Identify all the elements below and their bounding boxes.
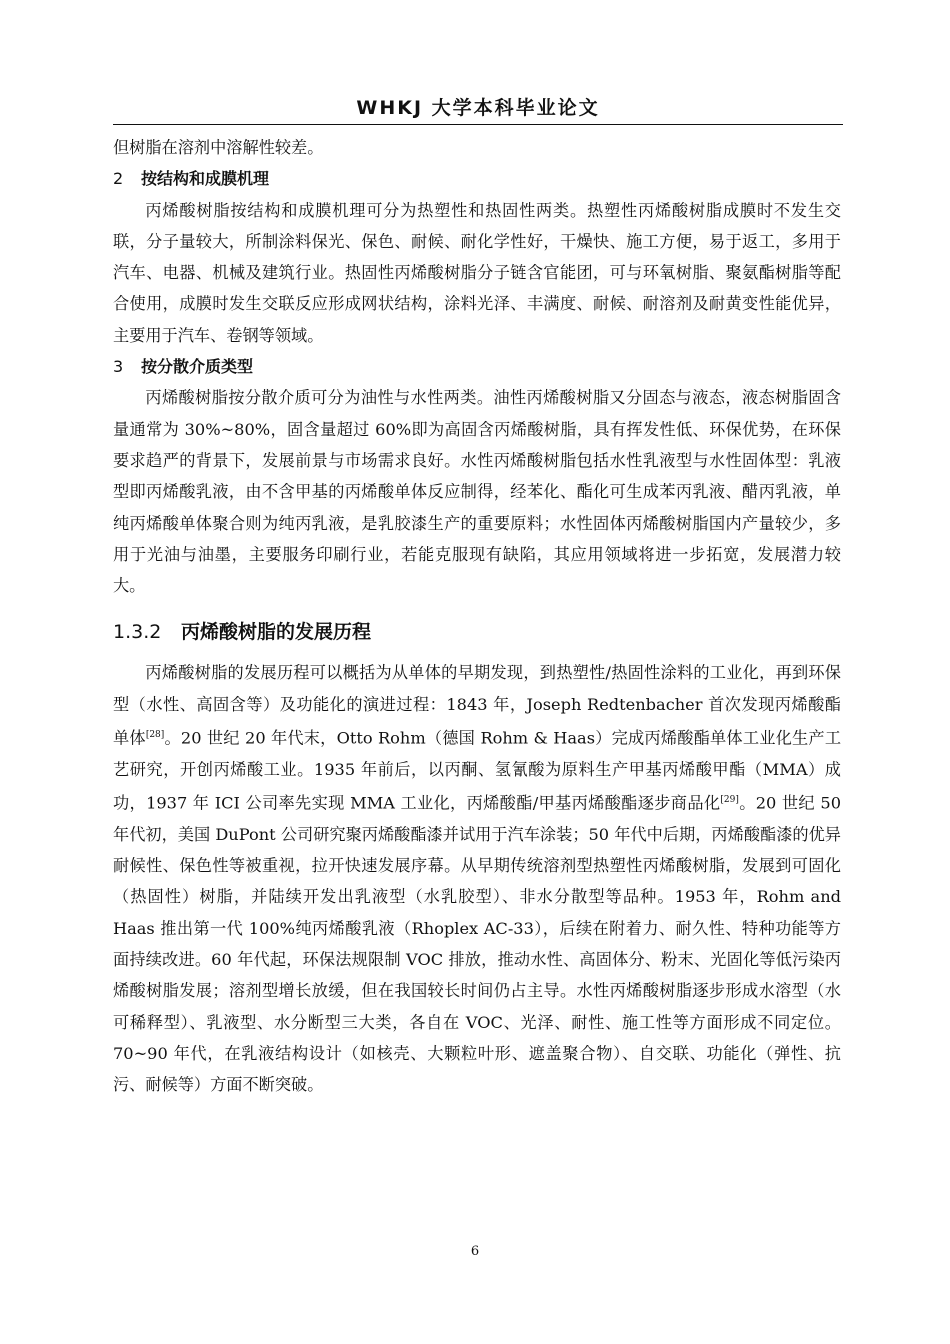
citation-29: [29]	[720, 795, 739, 806]
citation-28: [28]	[145, 730, 165, 741]
subheading-medium	[113, 351, 841, 382]
subheading-number: 2	[113, 169, 124, 189]
section-number: 1.3.2	[113, 621, 162, 644]
subheading-title: 按分散介质类型	[141, 357, 254, 377]
section-heading	[113, 617, 841, 647]
history-text-part-3: 。20 世纪 50 年代初，美国 DuPont 公司研究聚丙烯酸酯漆并试用于汽车涂装；50 年代中后期，丙烯酸酯漆的优异耐候性、保色性等被重视，拉开快速发展序幕。从早期传统溶剂型热塑性丙烯酸树脂，发展到可固化（热固性）树脂，并陆续开发出乳液型（水乳胶型）、非水分散型等品种。1953 年，Rohm and Haas 推出第一代 100%纯丙烯酸乳液（Rhoplex AC-33），后续在附着力、耐久性、特种功能等方面持续改进。60 年代起，环保法规限制 VOC 排放，推动水性、高固体分、粉末、光固化等低污染丙烯酸树脂发展；溶剂型增长放缓，但在我国较长时间仍占主导。水性丙烯酸树脂逐步形成水溶型（水可稀释型）、乳液型、水分断型三大类，各自在 VOC、光泽、耐性、施工性等方面形成不同定位。70~90 年代，在乳液结构设计（如核壳、大颗粒叶形、遮盖聚合物）、自交联、功能化（弹性、抗污、耐候等）方面不断突破。	[113, 793, 841, 1095]
paragraph-structure: 丙烯酸树脂按结构和成膜机理可分为热塑性和热固性两类。热塑性丙烯酸树脂成膜时不发生交联，分子量较大，所制涂料保光、保色、耐候、耐化学性好，干燥快、施工方便，易于返工，多用于汽车、电器、机械及建筑行业。热固性丙烯酸树脂分子链含官能团，可与环氧树脂、聚氨酯树脂等配合使用，成膜时发生交联反应形成网状结构，涂料光泽、丰满度、耐候、耐溶剂及耐黄变性能优异，主要用于汽车、卷钢等领域。	[113, 200, 841, 345]
page-footer	[0, 1244, 950, 1259]
subheading-number: 3	[113, 357, 124, 377]
subheading-title: 按结构和成膜机理	[141, 169, 270, 189]
section-title: 丙烯酸树脂的发展历程	[181, 621, 372, 644]
paragraph-history	[113, 657, 841, 1100]
page-header	[113, 94, 843, 125]
header-title: WHKJ 大学本科毕业论文	[356, 97, 600, 119]
history-text-part-2: 。20 世纪 20 年代末，Otto Rohm（德国 Rohm & Haas）完成丙烯酸酯单体工业化生产工艺研究，开创丙烯酸工业。1935 年前后，以丙酮、氢氰酸为原料生产甲基丙烯酸甲酯（MMA）成功，1937 年 ICI 公司率先实现 MMA 工业化，丙烯酸酯/甲基丙烯酸酯逐步商品化	[113, 728, 842, 813]
page-number: 6	[470, 1244, 480, 1259]
paragraph-continuation: 但树脂在溶剂中溶解性较差。	[113, 138, 324, 157]
page-content	[113, 132, 841, 1100]
history-text-part-1: 丙烯酸树脂的发展历程可以概括为从单体的早期发现，到热塑性/热固性涂料的工业化，再到环保型（水性、高固含等）及功能化的演进过程：1843 年，Joseph Redtenbacher 首次发现丙烯酸酯单体	[113, 663, 841, 748]
subheading-structure	[113, 163, 841, 194]
paragraph-medium: 丙烯酸树脂按分散介质可分为油性与水性两类。油性丙烯酸树脂又分固态与液态，液态树脂固含量通常为 30%~80%，固含量超过 60%即为高固含丙烯酸树脂，具有挥发性低、环保优势，在环保要求趋严的背景下，发展前景与市场需求良好。水性丙烯酸树脂包括水性乳液型与水性固体型：乳液型即丙烯酸乳液，由不含甲基的丙烯酸单体反应制得，经苯化、酯化可生成苯丙乳液、醋丙乳液，单纯丙烯酸单体聚合则为纯丙乳液，是乳胶漆生产的重要原料；水性固体丙烯酸树脂国内产量较少，多用于光油与油墨，主要服务印刷行业，若能克服现有缺陷，其应用领域将进一步拓宽，发展潜力较大。	[113, 388, 841, 596]
